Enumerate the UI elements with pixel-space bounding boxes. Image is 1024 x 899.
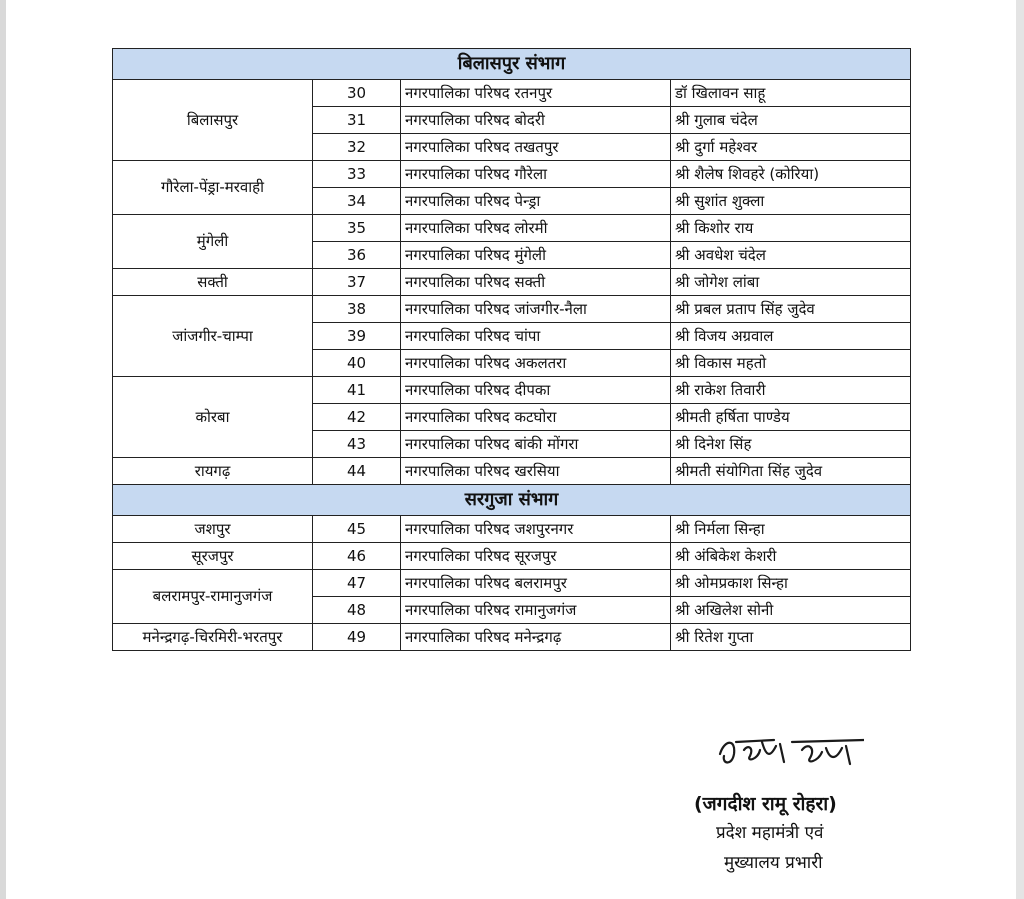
table-row — [113, 516, 911, 543]
appointee-cell: श्री प्रबल प्रताप सिंह जुदेव — [671, 296, 911, 323]
appointee-cell: श्रीमती संयोगिता सिंह जुदेव — [671, 458, 911, 485]
appointee-cell: श्री दुर्गा महेश्वर — [671, 134, 911, 161]
serial-number-cell: 36 — [313, 242, 401, 269]
appointee-cell: डॉ खिलावन साहू — [671, 80, 911, 107]
appointee-cell: श्री गुलाब चंदेल — [671, 107, 911, 134]
serial-number-cell: 44 — [313, 458, 401, 485]
appointee-cell: श्री अंबिकेश केशरी — [671, 543, 911, 570]
serial-number-cell: 42 — [313, 404, 401, 431]
serial-number-cell: 30 — [313, 80, 401, 107]
municipal-body-cell: नगरपालिका परिषद जांजगीर-नैला — [401, 296, 671, 323]
division-header-row — [113, 49, 911, 80]
municipal-body-cell: नगरपालिका परिषद लोरमी — [401, 215, 671, 242]
appointee-cell: श्री किशोर राय — [671, 215, 911, 242]
serial-number-cell: 32 — [313, 134, 401, 161]
district-cell: मुंगेली — [113, 215, 313, 269]
municipal-body-cell: नगरपालिका परिषद मुंगेली — [401, 242, 671, 269]
serial-number-cell: 39 — [313, 323, 401, 350]
appointee-cell: श्री अखिलेश सोनी — [671, 597, 911, 624]
page-edge-right — [1016, 0, 1024, 899]
appointee-cell: श्री निर्मला सिन्हा — [671, 516, 911, 543]
table-row — [113, 570, 911, 597]
municipal-body-cell: नगरपालिका परिषद बांकी मोंगरा — [401, 431, 671, 458]
district-cell: मनेन्द्रगढ़-चिरमिरी-भरतपुर — [113, 624, 313, 651]
table-row — [113, 377, 911, 404]
serial-number-cell: 35 — [313, 215, 401, 242]
serial-number-cell: 48 — [313, 597, 401, 624]
table-row — [113, 269, 911, 296]
municipal-body-cell: नगरपालिका परिषद रतनपुर — [401, 80, 671, 107]
municipal-body-cell: नगरपालिका परिषद कटघोरा — [401, 404, 671, 431]
signatory-name: (जगदीश रामू रोहरा) — [694, 793, 837, 815]
appointee-cell: श्री राकेश तिवारी — [671, 377, 911, 404]
municipal-body-cell: नगरपालिका परिषद सूरजपुर — [401, 543, 671, 570]
district-cell: बिलासपुर — [113, 80, 313, 161]
municipal-body-cell: नगरपालिका परिषद पेन्ड्रा — [401, 188, 671, 215]
district-cell: कोरबा — [113, 377, 313, 458]
serial-number-cell: 31 — [313, 107, 401, 134]
division-header-row — [113, 485, 911, 516]
municipal-body-cell: नगरपालिका परिषद बोदरी — [401, 107, 671, 134]
serial-number-cell: 46 — [313, 543, 401, 570]
signatory-title-line2: मुख्यालय प्रभारी — [724, 853, 823, 873]
appointment-table-body — [113, 49, 911, 651]
table-row — [113, 458, 911, 485]
district-cell: सूरजपुर — [113, 543, 313, 570]
appointee-cell: श्रीमती हर्षिता पाण्डेय — [671, 404, 911, 431]
municipal-body-cell: नगरपालिका परिषद गौरेला — [401, 161, 671, 188]
table-row — [113, 624, 911, 651]
municipal-body-cell: नगरपालिका परिषद अकलतरा — [401, 350, 671, 377]
municipal-body-cell: नगरपालिका परिषद जशपुरनगर — [401, 516, 671, 543]
municipal-body-cell: नगरपालिका परिषद रामानुजगंज — [401, 597, 671, 624]
appointee-cell: श्री रितेश गुप्ता — [671, 624, 911, 651]
serial-number-cell: 47 — [313, 570, 401, 597]
serial-number-cell: 33 — [313, 161, 401, 188]
page-edge-left — [0, 0, 6, 899]
district-cell: जांजगीर-चाम्पा — [113, 296, 313, 377]
municipal-body-cell: नगरपालिका परिषद खरसिया — [401, 458, 671, 485]
district-cell: रायगढ़ — [113, 458, 313, 485]
district-cell: जशपुर — [113, 516, 313, 543]
appointee-cell: श्री दिनेश सिंह — [671, 431, 911, 458]
appointment-table — [112, 48, 911, 651]
district-cell: बलरामपुर-रामानुजगंज — [113, 570, 313, 624]
appointee-cell: श्री शैलेष शिवहरे (कोरिया) — [671, 161, 911, 188]
municipal-body-cell: नगरपालिका परिषद तखतपुर — [401, 134, 671, 161]
district-cell: गौरेला-पेंड्रा-मरवाही — [113, 161, 313, 215]
table-row — [113, 161, 911, 188]
district-cell: सक्ती — [113, 269, 313, 296]
appointee-cell: श्री अवधेश चंदेल — [671, 242, 911, 269]
table-row — [113, 543, 911, 570]
municipal-body-cell: नगरपालिका परिषद मनेन्द्रगढ़ — [401, 624, 671, 651]
appointee-cell: श्री जोगेश लांबा — [671, 269, 911, 296]
municipal-body-cell: नगरपालिका परिषद चांपा — [401, 323, 671, 350]
appointee-cell: श्री विकास महतो — [671, 350, 911, 377]
serial-number-cell: 43 — [313, 431, 401, 458]
serial-number-cell: 49 — [313, 624, 401, 651]
handwritten-signature — [714, 720, 864, 780]
serial-number-cell: 40 — [313, 350, 401, 377]
table-row — [113, 296, 911, 323]
signatory-title-line1: प्रदेश महामंत्री एवं — [716, 823, 824, 843]
division-header: सरगुजा संभाग — [113, 485, 911, 516]
serial-number-cell: 41 — [313, 377, 401, 404]
serial-number-cell: 34 — [313, 188, 401, 215]
municipal-body-cell: नगरपालिका परिषद बलरामपुर — [401, 570, 671, 597]
appointee-cell: श्री विजय अग्रवाल — [671, 323, 911, 350]
serial-number-cell: 38 — [313, 296, 401, 323]
municipal-body-cell: नगरपालिका परिषद सक्ती — [401, 269, 671, 296]
appointee-cell: श्री ओमप्रकाश सिन्हा — [671, 570, 911, 597]
serial-number-cell: 37 — [313, 269, 401, 296]
serial-number-cell: 45 — [313, 516, 401, 543]
table-row — [113, 215, 911, 242]
division-header: बिलासपुर संभाग — [113, 49, 911, 80]
table-row — [113, 80, 911, 107]
appointee-cell: श्री सुशांत शुक्ला — [671, 188, 911, 215]
municipal-body-cell: नगरपालिका परिषद दीपका — [401, 377, 671, 404]
